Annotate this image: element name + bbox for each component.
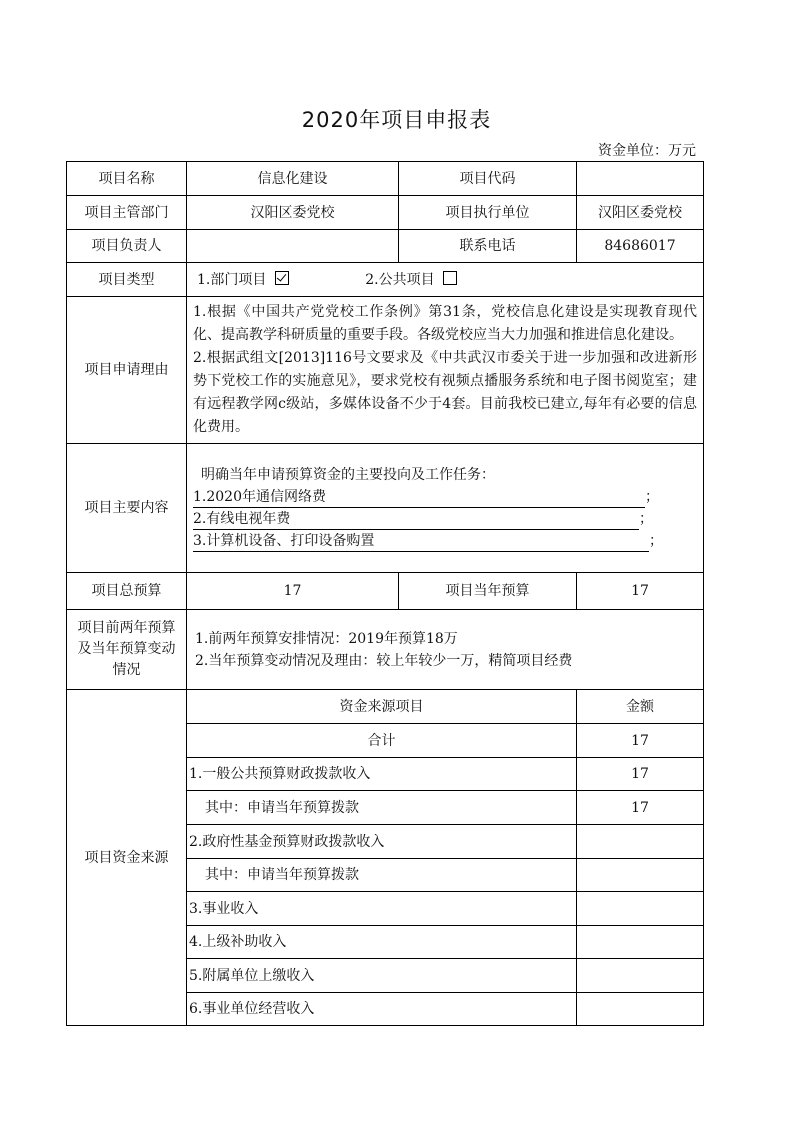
content-intro: 明确当年申请预算资金的主要投向及工作任务： xyxy=(201,467,495,483)
row-project-name xyxy=(67,162,704,196)
type-option-public[interactable] xyxy=(365,272,457,288)
source-amount[interactable] xyxy=(577,825,704,859)
exec-unit-label: 项目执行单位 xyxy=(399,196,577,230)
exec-unit-value[interactable]: 汉阳区委党校 xyxy=(577,196,704,230)
total-budget-label: 项目总预算 xyxy=(67,573,187,610)
project-name-value[interactable]: 信息化建设 xyxy=(187,162,399,196)
content-cell[interactable] xyxy=(187,444,704,573)
prev-budget-text[interactable] xyxy=(187,610,704,690)
owner-label: 项目负责人 xyxy=(67,230,187,263)
row-project-type xyxy=(67,263,704,297)
source-label: 项目资金来源 xyxy=(67,690,187,1026)
reason-label: 项目申请理由 xyxy=(67,297,187,444)
source-item: 其中：申请当年预算拨款 xyxy=(187,791,577,825)
phone-value[interactable]: 84686017 xyxy=(577,230,704,263)
checkbox-checked-icon[interactable] xyxy=(275,271,289,285)
row-owner xyxy=(67,230,704,263)
checkbox-empty-icon[interactable] xyxy=(443,271,457,285)
source-item: 6.事业单位经营收入 xyxy=(187,993,577,1026)
phone-label: 联系电话 xyxy=(399,230,577,263)
source-amount[interactable]: 17 xyxy=(577,758,704,791)
content-item xyxy=(193,530,703,552)
source-item: 4.上级补助收入 xyxy=(187,926,577,959)
row-reason xyxy=(67,297,704,444)
source-head-item: 资金来源项目 xyxy=(187,690,577,724)
project-name-label: 项目名称 xyxy=(67,162,187,196)
owner-value[interactable] xyxy=(187,230,399,263)
type-option-dept[interactable] xyxy=(197,272,293,288)
prev-budget-line-2: 2.当年预算变动情况及理由：较上年较少一万，精简项目经费 xyxy=(195,652,573,669)
year-budget-value[interactable]: 17 xyxy=(577,573,704,610)
project-code-value[interactable] xyxy=(577,162,704,196)
page-title: 2020年项目申报表 xyxy=(301,108,492,132)
reason-text[interactable] xyxy=(187,297,704,444)
row-prev-budget xyxy=(67,610,704,690)
project-code-label: 项目代码 xyxy=(399,162,577,196)
row-budget xyxy=(67,573,704,610)
source-amount[interactable] xyxy=(577,892,704,926)
content-item-sep: ； xyxy=(649,533,663,549)
source-header-row xyxy=(67,690,704,724)
content-item xyxy=(193,508,703,530)
source-amount[interactable] xyxy=(577,926,704,959)
row-main-content xyxy=(67,444,704,573)
source-item: 2.政府性基金预算财政拨款收入 xyxy=(187,825,577,859)
content-item xyxy=(193,486,703,508)
source-item-total: 合计 xyxy=(187,724,577,758)
dept-value[interactable]: 汉阳区委党校 xyxy=(187,196,399,230)
source-item: 1.一般公共预算财政拨款收入 xyxy=(187,758,577,791)
type-option-dept-label: 1.部门项目 xyxy=(197,271,267,288)
source-item: 其中：申请当年预算拨款 xyxy=(187,859,577,892)
total-budget-value[interactable]: 17 xyxy=(187,573,399,610)
year-budget-label: 项目当年预算 xyxy=(399,573,577,610)
content-item-sep: ； xyxy=(645,489,659,505)
source-amount[interactable]: 17 xyxy=(577,724,704,758)
type-options xyxy=(187,263,704,297)
content-item-sep: ； xyxy=(639,511,653,527)
content-item-2: 2.有线电视年费 xyxy=(193,509,639,530)
type-label: 项目类型 xyxy=(67,263,187,297)
prev-budget-line-1: 1.前两年预算安排情况：2019年预算18万 xyxy=(195,630,458,647)
prev-budget-label: 项目前两年预算及当年预算变动情况 xyxy=(67,610,187,690)
content-label: 项目主要内容 xyxy=(67,444,187,573)
reason-paragraph-2: 2.根据武组文[2013]116号文要求及《中共武汉市委关于进一步加强和改进新形势下党校工作的实施意见》，要求党校有视频点播服务系统和电子图书阅览室；建有远程教学网c级站，多媒体设备不少于4套。目前我校已建立,每年有必要的信息化费用。 xyxy=(193,350,697,435)
currency-unit: 资金单位：万元 xyxy=(598,143,696,159)
source-amount[interactable] xyxy=(577,959,704,993)
source-head-amount: 金额 xyxy=(577,690,704,724)
content-item-1: 1.2020年通信网络费 xyxy=(193,487,645,508)
type-option-public-label: 2.公共项目 xyxy=(365,271,435,288)
source-amount[interactable] xyxy=(577,993,704,1026)
source-amount[interactable]: 17 xyxy=(577,791,704,825)
reason-paragraph-1: 1.根据《中国共产党党校工作条例》第31条，党校信息化建设是实现教育现代化、提高教学科研质量的重要手段。各级党校应当大力加强和推进信息化建设。 xyxy=(193,304,697,343)
source-amount[interactable] xyxy=(577,859,704,892)
source-item: 5.附属单位上缴收入 xyxy=(187,959,577,993)
content-item-3: 3.计算机设备、打印设备购置 xyxy=(193,531,649,552)
application-form-table xyxy=(66,161,704,1026)
dept-label: 项目主管部门 xyxy=(67,196,187,230)
row-department xyxy=(67,196,704,230)
source-item: 3.事业收入 xyxy=(187,892,577,926)
